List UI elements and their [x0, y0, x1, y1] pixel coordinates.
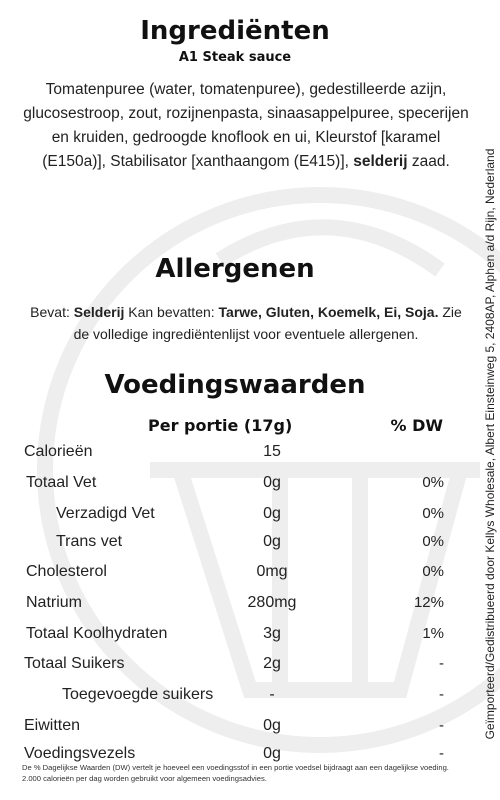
- contains-label: Bevat:: [30, 304, 70, 320]
- ingredients-text: [22, 78, 470, 174]
- may-contain-value: Tarwe, Gluten, Koemelk, Ei, Soja.: [218, 304, 439, 320]
- may-contain-label: Kan bevatten:: [128, 304, 215, 320]
- nutrient-name: Totaal Vet: [26, 474, 97, 491]
- allergens-text: [28, 302, 464, 345]
- nutrition-row: [0, 655, 480, 677]
- nutrition-title: Voedingswaarden: [104, 370, 366, 400]
- nutrient-name: Calorieën: [24, 443, 93, 460]
- nutrient-dw: 1%: [422, 625, 444, 642]
- nutrient-name: Trans vet: [56, 533, 123, 550]
- nutrient-name: Eiwitten: [24, 717, 81, 734]
- nutrient-dw: 0%: [422, 474, 444, 491]
- nutrient-amount: 0mg: [256, 563, 288, 580]
- portion-column-header: Per portie (17g): [148, 416, 293, 435]
- ingredients-title: Ingrediënten: [140, 16, 330, 46]
- nutrient-amount: 0g: [263, 474, 281, 491]
- nutrient-name: Totaal Suikers: [24, 655, 125, 672]
- importer-address: Geïmporteerd/Gedistribueerd door Kellys Wholesale, Albert Einsteinweg 5, 2408AP, Alphen a/d Rijn, Nederland: [483, 148, 497, 740]
- nutrient-dw: 0%: [422, 505, 444, 522]
- nutrient-dw: 0%: [422, 533, 444, 550]
- nutrition-row: [0, 474, 480, 496]
- nutrient-name: Natrium: [26, 594, 83, 611]
- contains-value: Selderij: [73, 304, 125, 320]
- nutrient-amount: 2g: [263, 655, 281, 672]
- footnote: De % Dagelijkse Waarden (DW) vertelt je hoeveel een voedingsstof in een portie voedsel bijdraagt aan een dagelijkse voeding. 2.000 calorieën per dag worden gebruikt voor algemeen voedingsadvies.: [22, 763, 449, 783]
- nutrition-row: [0, 563, 480, 585]
- ingredients-list: Tomatenpuree (water, tomatenpuree), gedestilleerde azijn, glucosestroop, zout, rozijnenpasta, sinaasappelpuree, specerijen en kruiden, gedroogde knoflook en ui, Kleurstof [karamel (E150a)], Stabilisator [xanthaangom (E415)],: [23, 81, 469, 170]
- ingredients-allergen: selderij: [353, 153, 408, 170]
- nutrient-amount: 0g: [263, 505, 281, 522]
- nutrient-amount: 3g: [263, 625, 281, 642]
- nutrition-row: [0, 686, 480, 708]
- nutrient-dw: 0%: [422, 563, 444, 580]
- nutrient-amount: 0g: [263, 745, 281, 762]
- allergens-title: Allergenen: [155, 254, 315, 284]
- nutrient-name: Verzadigd Vet: [56, 505, 155, 522]
- nutrition-row: [0, 594, 480, 616]
- nutrient-name: Totaal Koolhydraten: [26, 625, 168, 642]
- nutrient-name: Toegevoegde suikers: [62, 686, 214, 703]
- nutrient-name: Voedingsvezels: [24, 745, 136, 762]
- nutrient-amount: -: [269, 686, 275, 703]
- allergens-note: Zie de volledige ingrediëntenlijst voor eventuele allergenen.: [73, 304, 462, 342]
- nutrient-amount: 280mg: [247, 594, 297, 611]
- nutrient-name: Cholesterol: [26, 563, 107, 580]
- dw-column-header: % DW: [390, 416, 443, 435]
- nutrient-amount: 0g: [263, 717, 281, 734]
- nutrition-row: [0, 533, 480, 555]
- product-name: A1 Steak sauce: [178, 50, 292, 65]
- nutrient-amount: 15: [263, 443, 281, 460]
- nutrition-row: [0, 505, 480, 527]
- nutrient-dw: 12%: [413, 594, 444, 611]
- nutrient-dw: -: [439, 717, 444, 734]
- nutrition-row: [0, 625, 480, 647]
- nutrient-dw: -: [439, 745, 444, 762]
- nutrition-row: [0, 443, 480, 465]
- nutrient-amount: 0g: [263, 533, 281, 550]
- nutrient-dw: -: [439, 686, 444, 703]
- nutrient-dw: -: [439, 655, 444, 672]
- ingredients-end: zaad.: [407, 153, 450, 170]
- nutrition-row: [0, 717, 480, 739]
